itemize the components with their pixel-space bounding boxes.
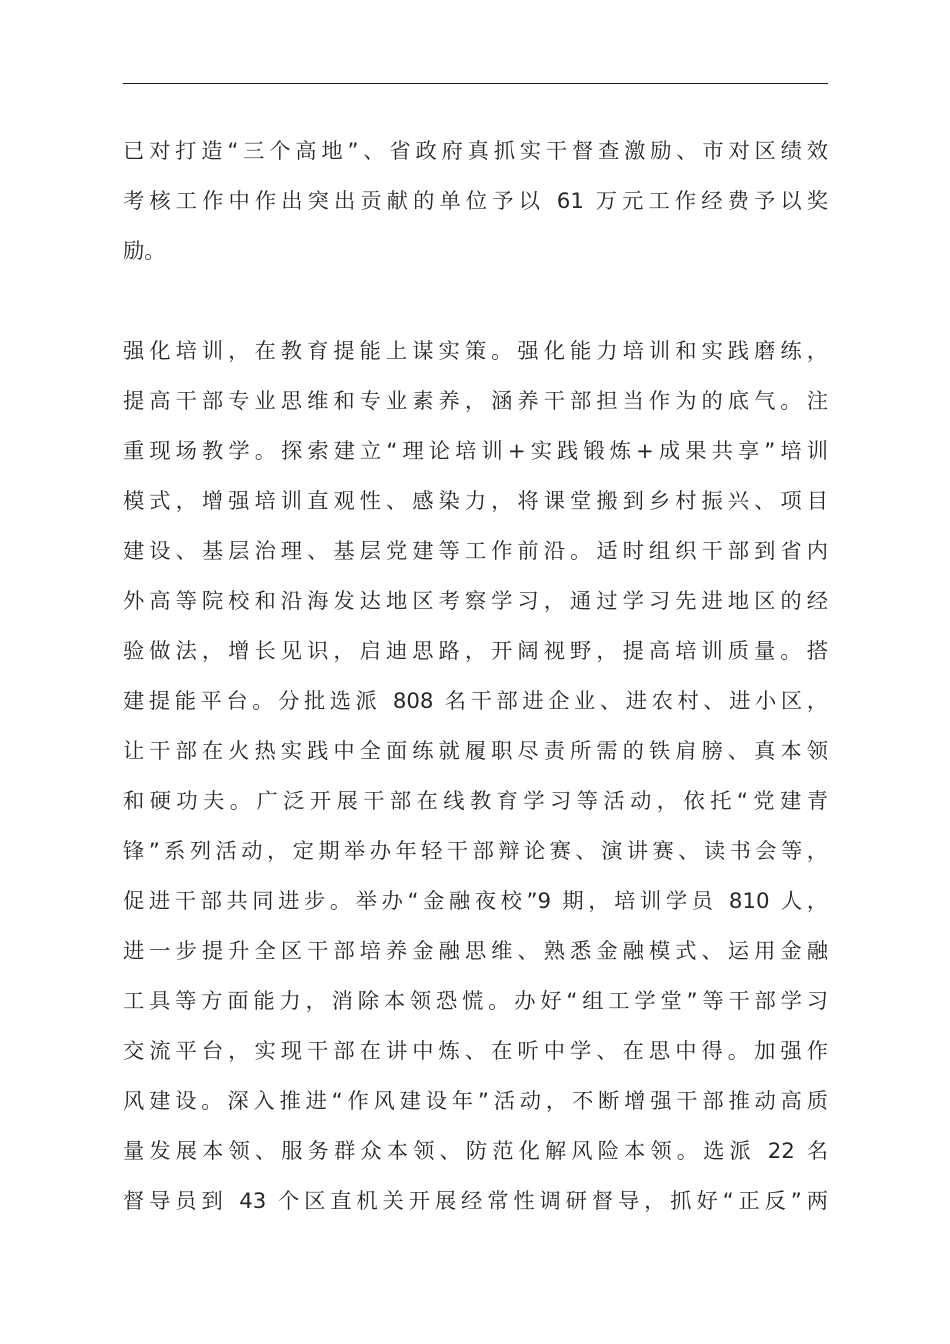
text-line: 促进干部共同进步。举办“金融夜校”9 期，培训学员 810 人， [123, 889, 828, 914]
text-line: 考核工作中作出突出贡献的单位予以 61 万元工作经费予以奖 [123, 189, 828, 214]
text-line: 强化培训，在教育提能上谋实策。强化能力培训和实践磨练， [123, 339, 828, 364]
paragraph-2 [123, 337, 828, 1237]
text-line: 和硬功夫。广泛开展干部在线教育学习等活动，依托“党建青 [123, 789, 828, 814]
text-line: 模式，增强培训直观性、感染力，将课堂搬到乡村振兴、项目 [123, 489, 828, 514]
text-line: 交流平台，实现干部在讲中炼、在听中学、在思中得。加强作 [123, 1039, 828, 1064]
header-rule [123, 83, 828, 84]
text-line: 进一步提升全区干部培养金融思维、熟悉金融模式、运用金融 [123, 939, 828, 964]
text-line: 已对打造“三个高地”、省政府真抓实干督查激励、市对区绩效 [123, 139, 828, 164]
text-line: 建设、基层治理、基层党建等工作前沿。适时组织干部到省内 [123, 539, 828, 564]
text-line: 风建设。深入推进“作风建设年”活动，不断增强干部推动高质 [123, 1089, 828, 1114]
paragraph-1 [123, 137, 828, 287]
text-line: 让干部在火热实践中全面练就履职尽责所需的铁肩膀、真本领 [123, 739, 828, 764]
text-line: 量发展本领、服务群众本领、防范化解风险本领。选派 22 名 [123, 1139, 828, 1164]
text-line: 提高干部专业思维和专业素养，涵养干部担当作为的底气。注 [123, 389, 828, 414]
text-line: 外高等院校和沿海发达地区考察学习，通过学习先进地区的经 [123, 589, 828, 614]
text-line: 工具等方面能力，消除本领恐慌。办好“组工学堂”等干部学习 [123, 989, 828, 1014]
text-line: 验做法，增长见识，启迪思路，开阔视野，提高培训质量。搭 [123, 639, 828, 664]
text-line: 锋”系列活动，定期举办年轻干部辩论赛、演讲赛、读书会等， [123, 839, 828, 864]
text-line: 建提能平台。分批选派 808 名干部进企业、进农村、进小区， [123, 689, 828, 714]
text-line: 督导员到 43 个区直机关开展经常性调研督导，抓好“正反”两 [123, 1189, 828, 1214]
text-line: 重现场教学。探索建立“理论培训+实践锻炼+成果共享”培训 [123, 439, 828, 464]
text-line: 励。 [123, 239, 166, 264]
